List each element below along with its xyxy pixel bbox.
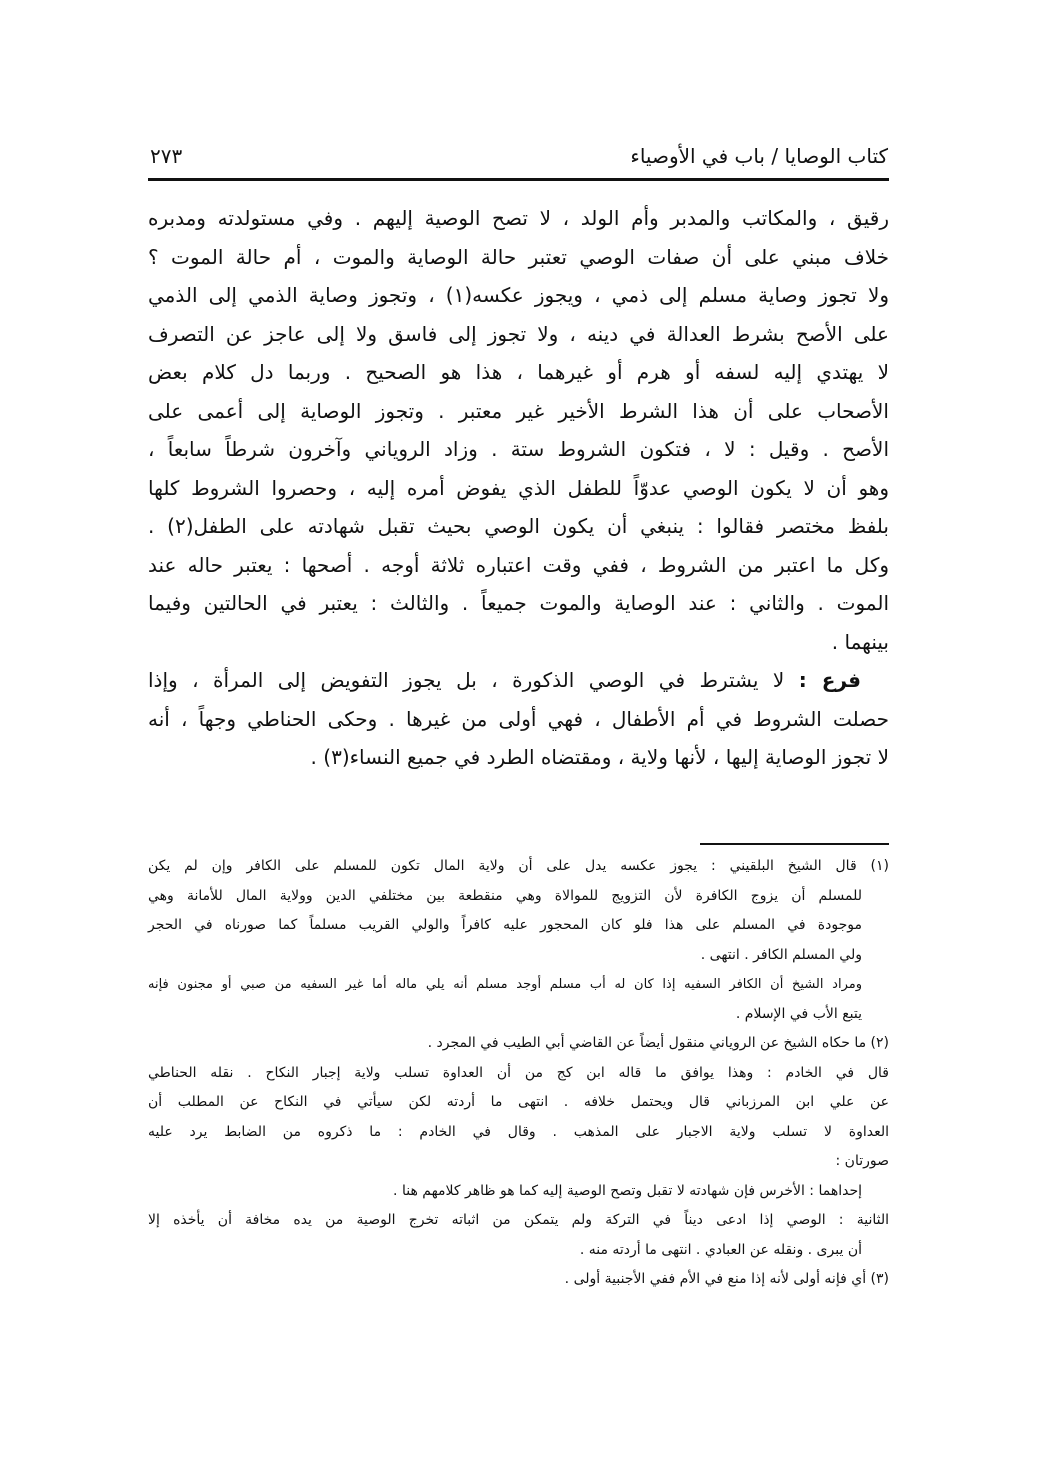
text-line: لا تجوز الوصاية إليها ، لأنها ولاية ، ومقتضاه الطرد في جميع النساء(٣) .	[310, 745, 889, 769]
branch-first-line	[148, 661, 889, 700]
footnote-line: يتبع الأب في الإسلام .	[735, 1005, 862, 1022]
text-line: خلاف مبني على أن صفات الوصي تعتبر حالة الوصاية والموت ، أم حالة الموت ؟	[148, 244, 889, 269]
text-line: على الأصح بشرط العدالة في دينه ، ولا تجوز إلى فاسق ولا إلى عاجز عن التصرف	[148, 321, 889, 346]
text-line: بلفظ مختصر فقالوا : ينبغي أن يكون الوصي بحيث تقبل شهادته على الطفل(٢) .	[148, 514, 889, 538]
text-line: الأصح . وقيل : لا ، فتكون الشروط ستة . وزاد الروياني وآخرون شرطاً سابعاً ،	[148, 437, 889, 461]
main-text	[148, 199, 889, 777]
text-line: بينهما .	[831, 629, 889, 654]
text-line: الموت . والثاني : عند الوصاية والموت جميعاً . والثالث : يعتبر في الحالتين وفيما	[148, 591, 889, 615]
branch-label: فرع :	[798, 668, 861, 692]
footnote-line: صورتان :	[835, 1153, 889, 1169]
footnote-line: موجودة في المسلم على هذا فلو كان المحجور عليه كافراً والولي القريب مسلماً كما صورناه في الحجر	[148, 917, 862, 933]
text-line: رقيق ، والمكاتب والمدبر وأم الولد ، لا تصح الوصية إليهم . وفي مستولدته ومدبره	[148, 206, 889, 230]
text-line: لا يهتدي إليه لسفه أو هرم أو غيرهما ، هذا هو الصحيح . وربما دل كلام بعض	[148, 360, 889, 384]
footnote-line: عن علي ابن المرزباني قال ويحتمل خلافه . انتهى ما أردته لكن سيأتي في النكاح عن المطلب أن	[148, 1094, 889, 1110]
footnote-line: ومراد الشيخ أن الكافر السفيه إذا كان له أب مسلم أوجد مسلم أنه يلي ماله أما غير السفيه من صبي أو مجنون فإنه	[148, 977, 862, 992]
footnote-line: العداوة لا تسلب ولاية الاجبار على المذهب . وقال في الخادم : ما ذكروه من الضابط يرد عليه	[148, 1123, 889, 1140]
footnote-line: إحداهما : الأخرس فإن شهادته لا تقبل وتصح الوصية إليه كما هو ظاهر كلامهم هنا .	[393, 1182, 862, 1199]
footnote-line: (١) قال الشيخ البلقيني : يجوز عكسه يدل على أن ولاية المال تكون للمسلم على الكافر وإن لم يكن	[148, 858, 889, 874]
footnotes	[148, 852, 889, 1295]
text-line: حصلت الشروط في أم الأطفال ، فهي أولى من غيرها . وحكى الحناطي وجهاً ، أنه	[148, 706, 889, 731]
text-line: وهو أن لا يكون الوصي عدوّاً للطفل الذي يفوض أمره إليه ، وحصروا الشروط كلها	[148, 475, 889, 500]
footnote-line: ولي المسلم الكافر . انتهى .	[700, 946, 862, 963]
footnote-line: أن يبرى . ونقله عن العبادي . انتهى ما أردته منه .	[579, 1241, 862, 1258]
branch-text: لا يشترط في الوصي الذكورة ، بل يجوز التفويض إلى المرأة ، وإذا	[148, 668, 785, 692]
footnote-separator	[700, 843, 889, 845]
footnote-line: قال في الخادم : وهذا يوافق ما قاله ابن كج من أن العداوة تسلب ولاية إجبار النكاح . نقله الحناطي	[148, 1064, 889, 1081]
text-line: ولا تجوز وصاية مسلم إلى ذمي ، ويجوز عكسه(١) ، وتجوز وصاية الذمي إلى الذمي	[148, 283, 890, 307]
footnote-line: للمسلم أن يزوج الكافرة لأن التزويج للموالاة وهي منقطعة بين مختلفي الدين وولاية المال للأمانة وهي	[148, 887, 862, 904]
running-header-title: كتاب الوصايا / باب في الأوصياء	[630, 144, 888, 168]
text-line: الأصحاب على أن هذا الشرط الأخير غير معتبر . وتجوز الوصاية إلى أعمى على	[148, 398, 889, 423]
page-number: ٢٧٣	[150, 144, 183, 168]
footnote-line: (٣) أي فإنه أولى لأنه إذا منع في الأم ففي الأجنبية أولى .	[564, 1271, 889, 1287]
footnote-line: الثانية : الوصي إذا ادعى ديناً في التركة ولم يتمكن من اثباته تخرج الوصية من يده مخافة أن يأخذه إلا	[148, 1212, 889, 1228]
text-line: وكل ما اعتبر من الشروط ، ففي وقت اعتباره ثلاثة أوجه . أصحها : يعتبر حاله عند	[148, 552, 889, 577]
footnote-line: (٢) ما حكاه الشيخ عن الروياني منقول أيضاً عن القاضي أبي الطيب في المجرد .	[427, 1035, 889, 1051]
header-rule	[148, 178, 889, 181]
